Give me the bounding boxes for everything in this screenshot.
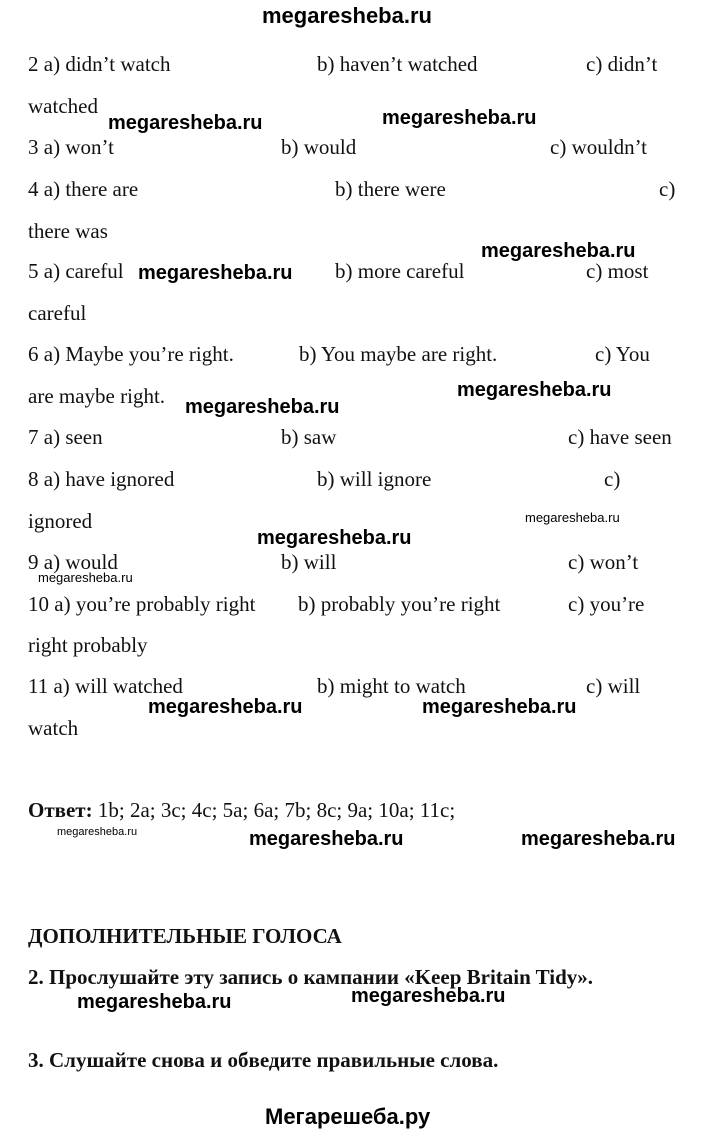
q6-option-c: c) You xyxy=(595,342,650,366)
watermark: megaresheba.ru xyxy=(138,262,293,284)
q8-option-b: b) will ignore xyxy=(317,467,432,491)
q2-option-c: c) didn’t xyxy=(586,52,658,76)
q10-option-b: b) probably you’re right xyxy=(298,592,501,616)
q10-option-c-cont: right probably xyxy=(28,633,148,657)
footer-site[interactable]: Мегарешеба.ру xyxy=(265,1104,431,1129)
watermark: megaresheba.ru xyxy=(148,696,303,718)
q7-option-a: 7 a) seen xyxy=(28,425,103,449)
watermark: megaresheba.ru xyxy=(481,240,636,262)
watermark: megaresheba.ru xyxy=(38,570,133,585)
q3-option-c: c) wouldn’t xyxy=(550,135,648,159)
q3-option-a: 3 a) won’t xyxy=(28,135,114,159)
q5-option-a: 5 a) careful xyxy=(28,259,124,283)
q6-option-c-cont: are maybe right. xyxy=(28,384,166,408)
q7-option-b: b) saw xyxy=(281,425,337,449)
q4-option-c: c) xyxy=(659,177,676,201)
q7-option-c: c) have seen xyxy=(568,425,672,449)
watermark: megaresheba.ru xyxy=(257,527,412,549)
q11-option-c: c) will xyxy=(586,674,641,698)
watermark: megaresheba.ru xyxy=(57,826,138,838)
watermark: megaresheba.ru xyxy=(382,107,537,129)
watermark: megaresheba.ru xyxy=(351,985,506,1007)
task-2: 2. Прослушайте эту запись о кампании «Keep Britain Tidy». xyxy=(28,965,594,989)
answer-text: 1b; 2a; 3c; 4c; 5a; 6a; 7b; 8c; 9a; 10a; 11c; xyxy=(97,798,456,822)
q9-option-b: b) will xyxy=(281,550,337,574)
q6-option-b: b) You maybe are right. xyxy=(299,342,498,366)
watermark: megaresheba.ru xyxy=(249,828,404,850)
q8-option-c: c) xyxy=(604,467,621,491)
section-title: ДОПОЛНИТЕЛЬНЫЕ ГОЛОСА xyxy=(28,924,342,948)
q8-option-a: 8 a) have ignored xyxy=(28,467,175,491)
q11-option-a: 11 a) will watched xyxy=(28,674,183,698)
q4-option-b: b) there were xyxy=(335,177,446,201)
q3-option-b: b) would xyxy=(281,135,357,159)
q5-option-c: c) most xyxy=(586,259,649,283)
task-3: 3. Слушайте снова и обведите правильные слова. xyxy=(28,1048,499,1072)
watermark: megaresheba.ru xyxy=(521,828,676,850)
q4-option-a: 4 a) there are xyxy=(28,177,139,201)
q2-option-a: 2 a) didn’t watch xyxy=(28,52,171,76)
q10-option-c: c) you’re xyxy=(568,592,645,616)
q2-option-b: b) haven’t watched xyxy=(317,52,478,76)
watermark: megaresheba.ru xyxy=(457,379,612,401)
answer-label: Ответ: xyxy=(28,798,93,822)
header-site[interactable]: megaresheba.ru xyxy=(262,3,432,28)
q11-option-b: b) might to watch xyxy=(317,674,466,698)
q6-option-a: 6 a) Maybe you’re right. xyxy=(28,342,234,366)
q2-option-c-cont: watched xyxy=(28,94,98,118)
watermark: megaresheba.ru xyxy=(185,396,340,418)
q5-option-c-cont: careful xyxy=(28,301,87,325)
q9-option-c: c) won’t xyxy=(568,550,639,574)
watermark: megaresheba.ru xyxy=(525,510,620,525)
q8-option-c-cont: ignored xyxy=(28,509,93,533)
watermark: megaresheba.ru xyxy=(108,112,263,134)
q4-option-c-cont: there was xyxy=(28,219,108,243)
answer-line xyxy=(28,800,455,821)
q10-option-a: 10 a) you’re probably right xyxy=(28,592,256,616)
watermark: megaresheba.ru xyxy=(422,696,577,718)
q11-option-c-cont: watch xyxy=(28,716,79,740)
q5-option-b: b) more careful xyxy=(335,259,465,283)
watermark: megaresheba.ru xyxy=(77,991,232,1013)
q9-option-a: 9 a) would xyxy=(28,550,118,574)
